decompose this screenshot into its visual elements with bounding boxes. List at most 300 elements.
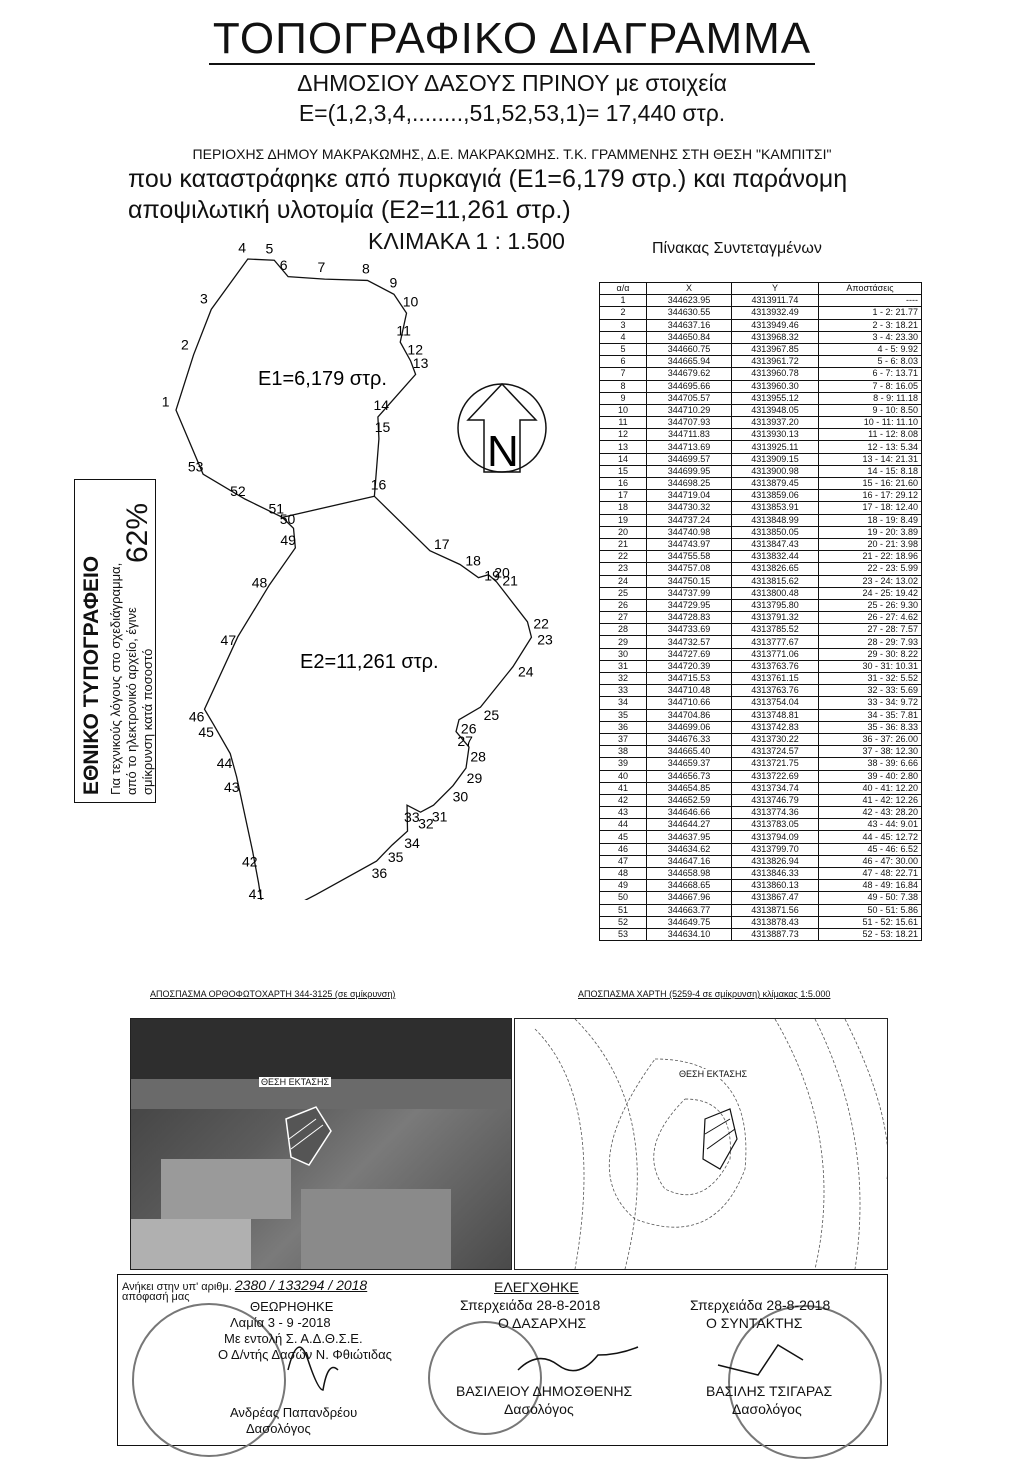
- table-cell: 4313832.44: [732, 551, 819, 563]
- vertex-label: 35: [387, 848, 404, 865]
- coordinate-header-cell: Αποστάσεις: [819, 283, 922, 295]
- author-role: Ο ΣΥΝΤΑΚΤΗΣ: [706, 1315, 803, 1331]
- table-cell: 344728.83: [647, 612, 732, 624]
- checked-role: Ο ΔΑΣΑΡΧΗΣ: [498, 1315, 587, 1331]
- table-row: [600, 343, 922, 355]
- table-row: [600, 624, 922, 636]
- table-cell: 344679.62: [647, 368, 732, 380]
- table-cell: 4313850.05: [732, 526, 819, 538]
- vertex-label: 20: [494, 564, 510, 581]
- table-row: [600, 636, 922, 648]
- table-cell: 4313777.67: [732, 636, 819, 648]
- table-cell: 4313783.05: [732, 819, 819, 831]
- table-cell: 12: [600, 429, 647, 441]
- table-row: [600, 514, 922, 526]
- table-cell: 4313932.49: [732, 307, 819, 319]
- table-cell: 344707.93: [647, 417, 732, 429]
- table-cell: 25: [600, 587, 647, 599]
- orthophoto-inset: [130, 1018, 512, 1270]
- table-cell: 31 - 32: 5.52: [819, 673, 922, 685]
- table-cell: 19 - 20: 3.89: [819, 526, 922, 538]
- table-cell: 7 - 8: 16.05: [819, 380, 922, 392]
- table-cell: 40: [600, 770, 647, 782]
- vertex-label: 8: [361, 260, 370, 277]
- table-row: [600, 319, 922, 331]
- table-cell: 4313847.43: [732, 538, 819, 550]
- table-row: [600, 490, 922, 502]
- table-cell: 344715.53: [647, 673, 732, 685]
- table-cell: 48: [600, 868, 647, 880]
- table-row: [600, 855, 922, 867]
- table-row: [600, 587, 922, 599]
- vertex-label: 47: [220, 632, 237, 649]
- table-row: [600, 770, 922, 782]
- table-cell: 344656.73: [647, 770, 732, 782]
- checked-title: Δασολόγος: [504, 1401, 574, 1417]
- stamp-line-2: από το ηλεκτρονικό αρχείο, έγινε: [124, 607, 139, 795]
- vertex-label: 27: [457, 733, 473, 750]
- table-cell: 344711.83: [647, 429, 732, 441]
- vertex-label: 46: [188, 708, 205, 725]
- table-cell: 3: [600, 319, 647, 331]
- vertex-label: 45: [198, 724, 214, 741]
- table-cell: 344637.16: [647, 319, 732, 331]
- table-cell: 31: [600, 660, 647, 672]
- table-row: [600, 453, 922, 465]
- table-row: [600, 660, 922, 672]
- vertex-label: 53: [187, 458, 204, 475]
- table-row: [600, 843, 922, 855]
- table-cell: 12 - 13: 5.34: [819, 441, 922, 453]
- table-cell: 344720.39: [647, 660, 732, 672]
- decision-label: Ανήκει στην υπ' αριθμ.: [122, 1281, 232, 1293]
- table-row: [600, 782, 922, 794]
- vertex-label: 19: [484, 567, 500, 584]
- table-cell: 2 - 3: 18.21: [819, 319, 922, 331]
- subdivision-line: [282, 496, 374, 517]
- table-row: [600, 307, 922, 319]
- coordinate-table: [599, 282, 922, 941]
- table-row: [600, 868, 922, 880]
- table-cell: 5: [600, 343, 647, 355]
- order-of: Με εντολή Σ. Α.Δ.Θ.Σ.Ε.: [224, 1331, 363, 1346]
- table-cell: 4313871.56: [732, 904, 819, 916]
- table-cell: 33: [600, 685, 647, 697]
- vertex-label: 12: [407, 341, 424, 358]
- vertex-label: 15: [374, 418, 391, 435]
- vertex-label: 51: [268, 500, 285, 517]
- table-cell: 1: [600, 295, 647, 307]
- table-row: [600, 478, 922, 490]
- table-cell: 42: [600, 794, 647, 806]
- table-row: [600, 904, 922, 916]
- reviewed-place-date: Λαμία 3 - 9 -2018: [230, 1315, 331, 1330]
- table-cell: 344659.37: [647, 758, 732, 770]
- survey-plan: [150, 240, 600, 900]
- vertex-label: 3: [199, 290, 208, 307]
- table-cell: 4313878.43: [732, 916, 819, 928]
- table-cell: 344737.99: [647, 587, 732, 599]
- decision-suffix: απόφασή μας: [122, 1291, 190, 1303]
- table-cell: 6: [600, 356, 647, 368]
- table-cell: 344729.95: [647, 599, 732, 611]
- table-cell: 344732.57: [647, 636, 732, 648]
- vertex-label: 14: [373, 397, 390, 414]
- handwritten-signatures: [118, 1275, 887, 1445]
- table-cell: 4313763.76: [732, 685, 819, 697]
- north-label: N: [487, 427, 519, 476]
- table-cell: 344665.94: [647, 356, 732, 368]
- table-cell: 344652.59: [647, 794, 732, 806]
- table-cell: 15: [600, 465, 647, 477]
- vertex-label: 6: [279, 256, 288, 273]
- table-cell: 15 - 16: 21.60: [819, 478, 922, 490]
- table-cell: 40 - 41: 12.20: [819, 782, 922, 794]
- table-cell: 344755.58: [647, 551, 732, 563]
- author-name: ΒΑΣΙΛΗΣ ΤΣΙΓΑΡΑΣ: [706, 1383, 833, 1399]
- national-printing-office-stamp: [74, 479, 156, 803]
- table-cell: 18: [600, 502, 647, 514]
- table-cell: 4313961.72: [732, 356, 819, 368]
- table-cell: 8 - 9: 11.18: [819, 392, 922, 404]
- table-cell: 344713.69: [647, 441, 732, 453]
- table-cell: 44 - 45: 12.72: [819, 831, 922, 843]
- vertex-label: 36: [371, 865, 388, 882]
- vertex-label: 48: [251, 574, 268, 591]
- vertex-label: 49: [280, 531, 296, 548]
- table-row: [600, 502, 922, 514]
- fire-line: που καταστράφηκε από πυρκαγιά (Ε1=6,179 στρ.) και παράνομη: [128, 165, 848, 193]
- document-title: ΤΟΠΟΓΡΑΦΙΚΟ ΔΙΑΓΡΑΜΜΑ: [0, 14, 1024, 64]
- table-cell: 344634.10: [647, 928, 732, 940]
- table-cell: 47: [600, 855, 647, 867]
- table-cell: 16: [600, 478, 647, 490]
- table-cell: 344668.65: [647, 880, 732, 892]
- table-cell: 344644.27: [647, 819, 732, 831]
- table-cell: 22: [600, 551, 647, 563]
- table-cell: 4313730.22: [732, 733, 819, 745]
- table-cell: 41: [600, 782, 647, 794]
- table-cell: 38 - 39: 6.66: [819, 758, 922, 770]
- vertex-label: 17: [433, 536, 450, 553]
- table-cell: 4313799.70: [732, 843, 819, 855]
- table-cell: 4313968.32: [732, 331, 819, 343]
- table-row: [600, 380, 922, 392]
- table-cell: 43 - 44: 9.01: [819, 819, 922, 831]
- table-cell: 4313879.45: [732, 478, 819, 490]
- table-cell: 51: [600, 904, 647, 916]
- table-cell: 39 - 40: 2.80: [819, 770, 922, 782]
- table-cell: 11 - 12: 8.08: [819, 429, 922, 441]
- table-row: [600, 697, 922, 709]
- table-row: [600, 733, 922, 745]
- table-row: [600, 916, 922, 928]
- table-cell: 4313930.13: [732, 429, 819, 441]
- decision-number: 2380 / 133294 / 2018: [234, 1277, 368, 1293]
- table-cell: 4313724.57: [732, 746, 819, 758]
- vertex-label: 4: [238, 240, 247, 256]
- table-cell: 344658.98: [647, 868, 732, 880]
- table-cell: 344698.25: [647, 478, 732, 490]
- checked-name: ΒΑΣΙΛΕΙΟΥ ΔΗΜΟΣΘΕΝΗΣ: [456, 1383, 633, 1399]
- table-cell: 37: [600, 733, 647, 745]
- table-cell: 344719.04: [647, 490, 732, 502]
- vertex-label: 26: [460, 720, 477, 737]
- table-cell: 30: [600, 648, 647, 660]
- director-title: Ο Δ/ντής Δασών Ν. Φθιώτιδας: [218, 1347, 392, 1362]
- table-cell: 6 - 7: 13.71: [819, 368, 922, 380]
- table-cell: 25 - 26: 9.30: [819, 599, 922, 611]
- table-cell: 50 - 51: 5.86: [819, 904, 922, 916]
- table-cell: 46 - 47: 30.00: [819, 855, 922, 867]
- table-cell: 344699.57: [647, 453, 732, 465]
- coordinate-header-cell: X: [647, 283, 732, 295]
- table-cell: 20: [600, 526, 647, 538]
- table-cell: 4313763.76: [732, 660, 819, 672]
- table-row: [600, 331, 922, 343]
- table-cell: 4313955.12: [732, 392, 819, 404]
- table-cell: 344695.66: [647, 380, 732, 392]
- table-cell: 4313860.13: [732, 880, 819, 892]
- vertex-label: 16: [370, 476, 387, 493]
- table-cell: 344710.66: [647, 697, 732, 709]
- table-cell: 27: [600, 612, 647, 624]
- table-cell: 17: [600, 490, 647, 502]
- vertex-label: 30: [452, 788, 469, 805]
- table-cell: 51 - 52: 15.61: [819, 916, 922, 928]
- table-cell: 39: [600, 758, 647, 770]
- topographic-map-inset: [514, 1018, 888, 1270]
- table-cell: 52: [600, 916, 647, 928]
- table-cell: 344649.75: [647, 916, 732, 928]
- table-cell: 4 - 5: 9.92: [819, 343, 922, 355]
- stamp-line-1: Για τεχνικούς λόγους στο σχεδιάγραμμα,: [108, 562, 123, 795]
- table-cell: 344737.24: [647, 514, 732, 526]
- vertex-label: 9: [389, 274, 398, 291]
- table-cell: 4313846.33: [732, 868, 819, 880]
- table-cell: 344705.57: [647, 392, 732, 404]
- vertex-label: 25: [483, 706, 500, 723]
- table-cell: 34: [600, 697, 647, 709]
- table-cell: 11: [600, 417, 647, 429]
- table-cell: 344676.33: [647, 733, 732, 745]
- table-cell: 21: [600, 538, 647, 550]
- table-row: [600, 392, 922, 404]
- table-cell: 23: [600, 563, 647, 575]
- topomap-area-label: ΘΕΣΗ ΕΚΤΑΣΗΣ: [679, 1069, 748, 1079]
- table-cell: 344665.40: [647, 746, 732, 758]
- table-cell: 36: [600, 721, 647, 733]
- table-cell: 344646.66: [647, 807, 732, 819]
- vertex-label: 2: [181, 336, 189, 353]
- table-cell: 4313948.05: [732, 404, 819, 416]
- table-cell: 344660.75: [647, 343, 732, 355]
- stamp-percent: 62%: [121, 502, 154, 563]
- table-cell: 4313721.75: [732, 758, 819, 770]
- table-cell: 4313722.69: [732, 770, 819, 782]
- coordinate-table-title: Πίνακας Συντεταγμένων: [652, 240, 822, 257]
- table-row: [600, 807, 922, 819]
- table-cell: 9 - 10: 8.50: [819, 404, 922, 416]
- vertex-label: 24: [518, 663, 534, 680]
- table-cell: 4313848.99: [732, 514, 819, 526]
- table-cell: 45: [600, 831, 647, 843]
- table-row: [600, 563, 922, 575]
- table-cell: 344699.06: [647, 721, 732, 733]
- topomap-caption: ΑΠΟΣΠΑΣΜΑ ΧΑΡΤΗ (5259-4 σε σμίκρυνση) κλίμακας 1:5.000: [578, 989, 831, 999]
- table-cell: 4313748.81: [732, 709, 819, 721]
- table-cell: 13 - 14: 21.31: [819, 453, 922, 465]
- table-cell: 4313734.74: [732, 782, 819, 794]
- table-row: [600, 551, 922, 563]
- area-formula: Ε=(1,2,3,4,........,51,52,53,1)= 17,440 στρ.: [298, 100, 726, 126]
- table-row: [600, 746, 922, 758]
- table-row: [600, 404, 922, 416]
- author-title: Δασολόγος: [732, 1401, 802, 1417]
- table-cell: 4313853.91: [732, 502, 819, 514]
- e1-area-label: Ε1=6,179 στρ.: [258, 368, 387, 390]
- table-row: [600, 441, 922, 453]
- table-cell: 4313937.20: [732, 417, 819, 429]
- table-cell: 13: [600, 441, 647, 453]
- author-place-date: Σπερχειάδα 28-8-2018: [690, 1297, 831, 1313]
- table-cell: 4313785.52: [732, 624, 819, 636]
- table-cell: 10 - 11: 11.10: [819, 417, 922, 429]
- table-cell: 4313754.04: [732, 697, 819, 709]
- checked-heading: ΕΛΕΓΧΘΗΚΕ: [494, 1279, 579, 1295]
- table-row: [600, 429, 922, 441]
- parcel-boundary: [176, 256, 531, 900]
- table-cell: 32 - 33: 5.69: [819, 685, 922, 697]
- table-cell: 50: [600, 892, 647, 904]
- vertex-label: 43: [224, 778, 240, 795]
- vertex-label: 1: [161, 393, 170, 410]
- vertex-label: 52: [230, 482, 246, 499]
- vertex-label: 10: [402, 293, 419, 310]
- vertex-label: 11: [396, 322, 411, 339]
- vertex-label: 18: [465, 552, 481, 569]
- table-row: [600, 368, 922, 380]
- table-cell: 18 - 19: 8.49: [819, 514, 922, 526]
- table-cell: 4313960.30: [732, 380, 819, 392]
- table-cell: 33 - 34: 9.72: [819, 697, 922, 709]
- table-cell: 4313761.15: [732, 673, 819, 685]
- table-cell: 4313794.09: [732, 831, 819, 843]
- table-cell: 4313887.73: [732, 928, 819, 940]
- table-cell: 29: [600, 636, 647, 648]
- table-cell: 4313960.78: [732, 368, 819, 380]
- table-cell: 5 - 6: 8.03: [819, 356, 922, 368]
- table-cell: 4313742.83: [732, 721, 819, 733]
- reviewed-label: ΘΕΩΡΗΘΗΚΕ: [250, 1299, 334, 1314]
- table-cell: 35 - 36: 8.33: [819, 721, 922, 733]
- table-cell: 344630.55: [647, 307, 732, 319]
- table-cell: 28 - 29: 7.93: [819, 636, 922, 648]
- table-row: [600, 356, 922, 368]
- orthophoto-area-label: ΘΕΣΗ ΕΚΤΑΣΗΣ: [261, 1077, 330, 1087]
- table-cell: 4313909.15: [732, 453, 819, 465]
- table-cell: 23 - 24: 13.02: [819, 575, 922, 587]
- table-row: [600, 526, 922, 538]
- table-cell: ----: [819, 295, 922, 307]
- reviewer-title: Δασολόγος: [246, 1421, 311, 1436]
- vertex-label: 5: [265, 240, 274, 257]
- table-cell: 344757.08: [647, 563, 732, 575]
- table-cell: 38: [600, 746, 647, 758]
- table-cell: 4313949.46: [732, 319, 819, 331]
- table-cell: 344667.96: [647, 892, 732, 904]
- table-cell: 4313771.06: [732, 648, 819, 660]
- checked-place-date: Σπερχειάδα 28-8-2018: [460, 1297, 601, 1313]
- table-cell: 4313826.65: [732, 563, 819, 575]
- table-cell: 2: [600, 307, 647, 319]
- table-cell: 4313815.62: [732, 575, 819, 587]
- vertex-label: 21: [502, 572, 518, 589]
- table-cell: 9: [600, 392, 647, 404]
- table-cell: 4313800.48: [732, 587, 819, 599]
- table-cell: 46: [600, 843, 647, 855]
- vertex-label: 29: [466, 770, 483, 787]
- table-cell: 53: [600, 928, 647, 940]
- vertex-label: 28: [470, 748, 486, 765]
- coordinate-header-cell: α/α: [600, 283, 647, 295]
- table-cell: 4313867.47: [732, 892, 819, 904]
- table-cell: 4313791.32: [732, 612, 819, 624]
- logging-line: αποψιλωτική υλοτομία (Ε2=11,261 στρ.): [128, 196, 571, 224]
- table-cell: 4: [600, 331, 647, 343]
- table-cell: 34 - 35: 7.81: [819, 709, 922, 721]
- table-cell: 344743.97: [647, 538, 732, 550]
- table-cell: 36 - 37: 26.00: [819, 733, 922, 745]
- table-row: [600, 928, 922, 940]
- table-cell: 344740.98: [647, 526, 732, 538]
- vertex-label: 50: [279, 511, 296, 528]
- reviewer-name: Ανδρέας Παπανδρέου: [230, 1405, 358, 1420]
- table-cell: 4313795.80: [732, 599, 819, 611]
- vertex-label: 34: [404, 834, 420, 851]
- table-cell: 35: [600, 709, 647, 721]
- table-cell: 7: [600, 368, 647, 380]
- table-cell: 344710.48: [647, 685, 732, 697]
- vertex-label: [308, 899, 324, 900]
- vertex-label: 32: [418, 815, 434, 832]
- table-cell: 4313967.85: [732, 343, 819, 355]
- vertex-label: 42: [241, 853, 258, 870]
- table-cell: 344663.77: [647, 904, 732, 916]
- vertex-label: 13: [412, 354, 429, 371]
- table-cell: 4313925.11: [732, 441, 819, 453]
- table-cell: 344637.95: [647, 831, 732, 843]
- table-cell: 37 - 38: 12.30: [819, 746, 922, 758]
- table-cell: 344730.32: [647, 502, 732, 514]
- table-cell: 27 - 28: 7.57: [819, 624, 922, 636]
- table-cell: 344623.95: [647, 295, 732, 307]
- table-cell: 344699.95: [647, 465, 732, 477]
- vertex-label: 41: [248, 886, 265, 900]
- e2-area-label: Ε2=11,261 στρ.: [300, 651, 439, 673]
- table-cell: 26: [600, 599, 647, 611]
- stamp-line-3: σμίκρυνση κατά ποσοστό: [140, 648, 155, 795]
- table-row: [600, 538, 922, 550]
- table-cell: 344710.29: [647, 404, 732, 416]
- table-cell: 22 - 23: 5.99: [819, 563, 922, 575]
- table-cell: 32: [600, 673, 647, 685]
- table-row: [600, 758, 922, 770]
- table-cell: 52 - 53: 18.21: [819, 928, 922, 940]
- table-cell: 42 - 43: 28.20: [819, 807, 922, 819]
- vertex-label: 31: [431, 808, 448, 825]
- table-row: [600, 295, 922, 307]
